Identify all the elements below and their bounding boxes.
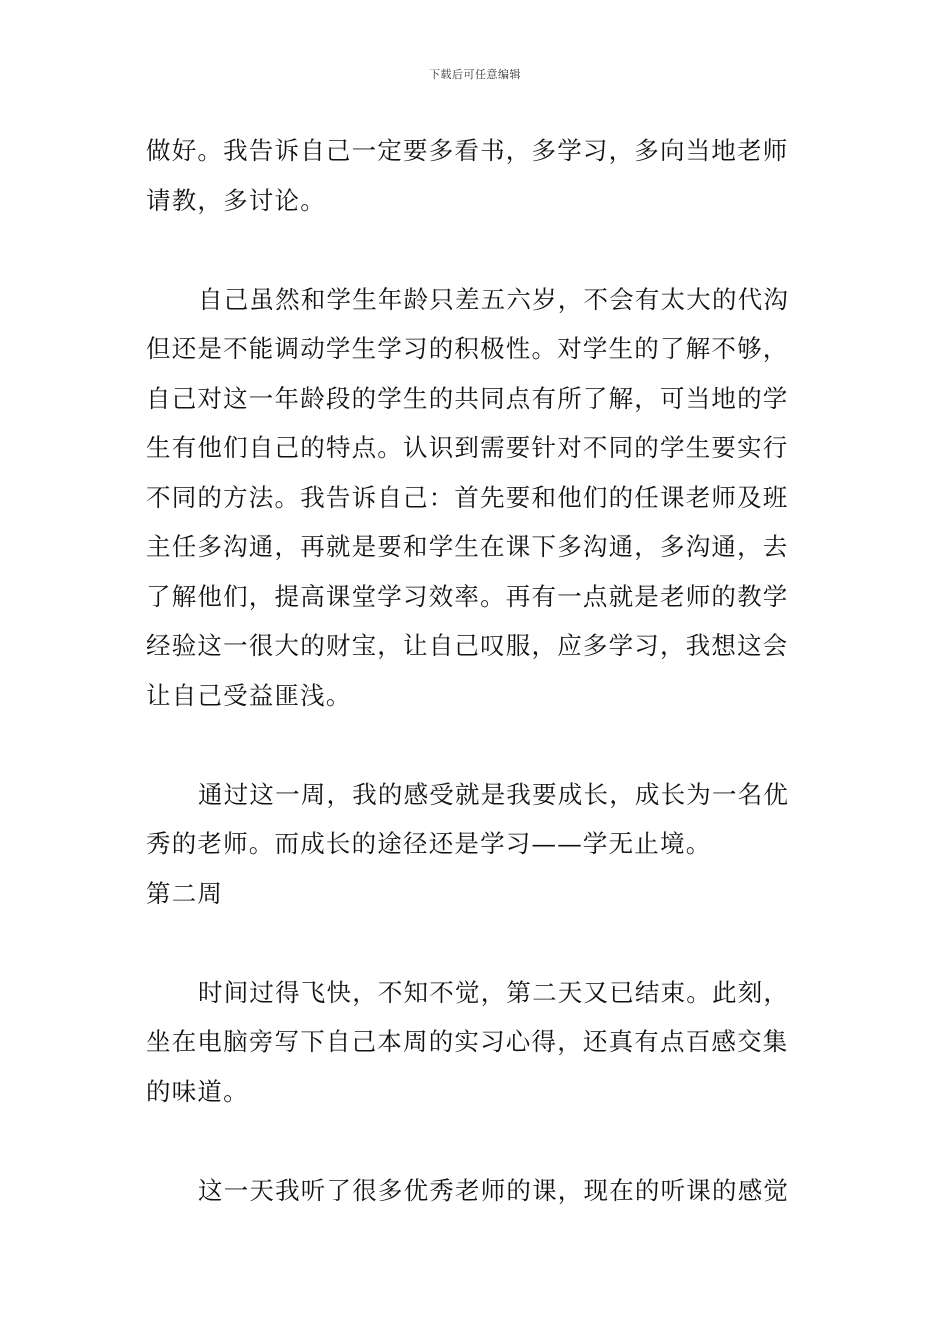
text-line: 这一天我听了很多优秀老师的课，现在的听课的感觉 xyxy=(198,1175,790,1205)
paragraph-gap xyxy=(146,1116,806,1166)
text-line: 经验这一很大的财宝，让自己叹服，应多学习，我想这会 xyxy=(146,631,789,660)
text-line: 的味道。 xyxy=(146,1076,249,1106)
text-line: 了解他们，提高课堂学习效率。再有一点就是老师的教学 xyxy=(146,581,789,611)
paragraph-gap xyxy=(146,225,806,275)
text-line: 通过这一周，我的感受就是我要成长，成长为一名优 xyxy=(198,779,790,809)
document-body xyxy=(146,126,806,1215)
text-line: 生有他们自己的特点。认识到需要针对不同的学生要实行 xyxy=(146,433,789,462)
text-line: 但还是不能调动学生学习的积极性。对学生的了解不够， xyxy=(146,334,789,363)
section-heading: 第二周 xyxy=(146,878,224,908)
text-line: 自己虽然和学生年龄只差五六岁，不会有太大的代沟 xyxy=(198,284,790,314)
paragraph-gap xyxy=(146,720,806,770)
text-line: 坐在电脑旁写下自己本周的实习心得，还真有点百感交集 xyxy=(146,1027,789,1056)
text-line: 不同的方法。我告诉自己：首先要和他们的任课老师及班 xyxy=(146,482,789,512)
page-header: 下载后可任意编辑 xyxy=(429,68,521,81)
text-line: 请教，多讨论。 xyxy=(146,185,326,215)
text-line: 让自己受益匪浅。 xyxy=(146,680,352,710)
text-line: 做好。我告诉自己一定要多看书，多学习，多向当地老师 xyxy=(146,136,789,165)
text-line: 自己对这一年龄段的学生的共同点有所了解，可当地的学 xyxy=(146,383,789,413)
text-line: 主任多沟通，再就是要和学生在课下多沟通，多沟通，去 xyxy=(146,532,789,561)
text-line: 时间过得飞快，不知不觉，第二天又已结束。此刻， xyxy=(198,977,790,1007)
paragraph-gap xyxy=(146,918,806,968)
text-line: 秀的老师。而成长的途径还是学习——学无止境。 xyxy=(146,829,712,858)
